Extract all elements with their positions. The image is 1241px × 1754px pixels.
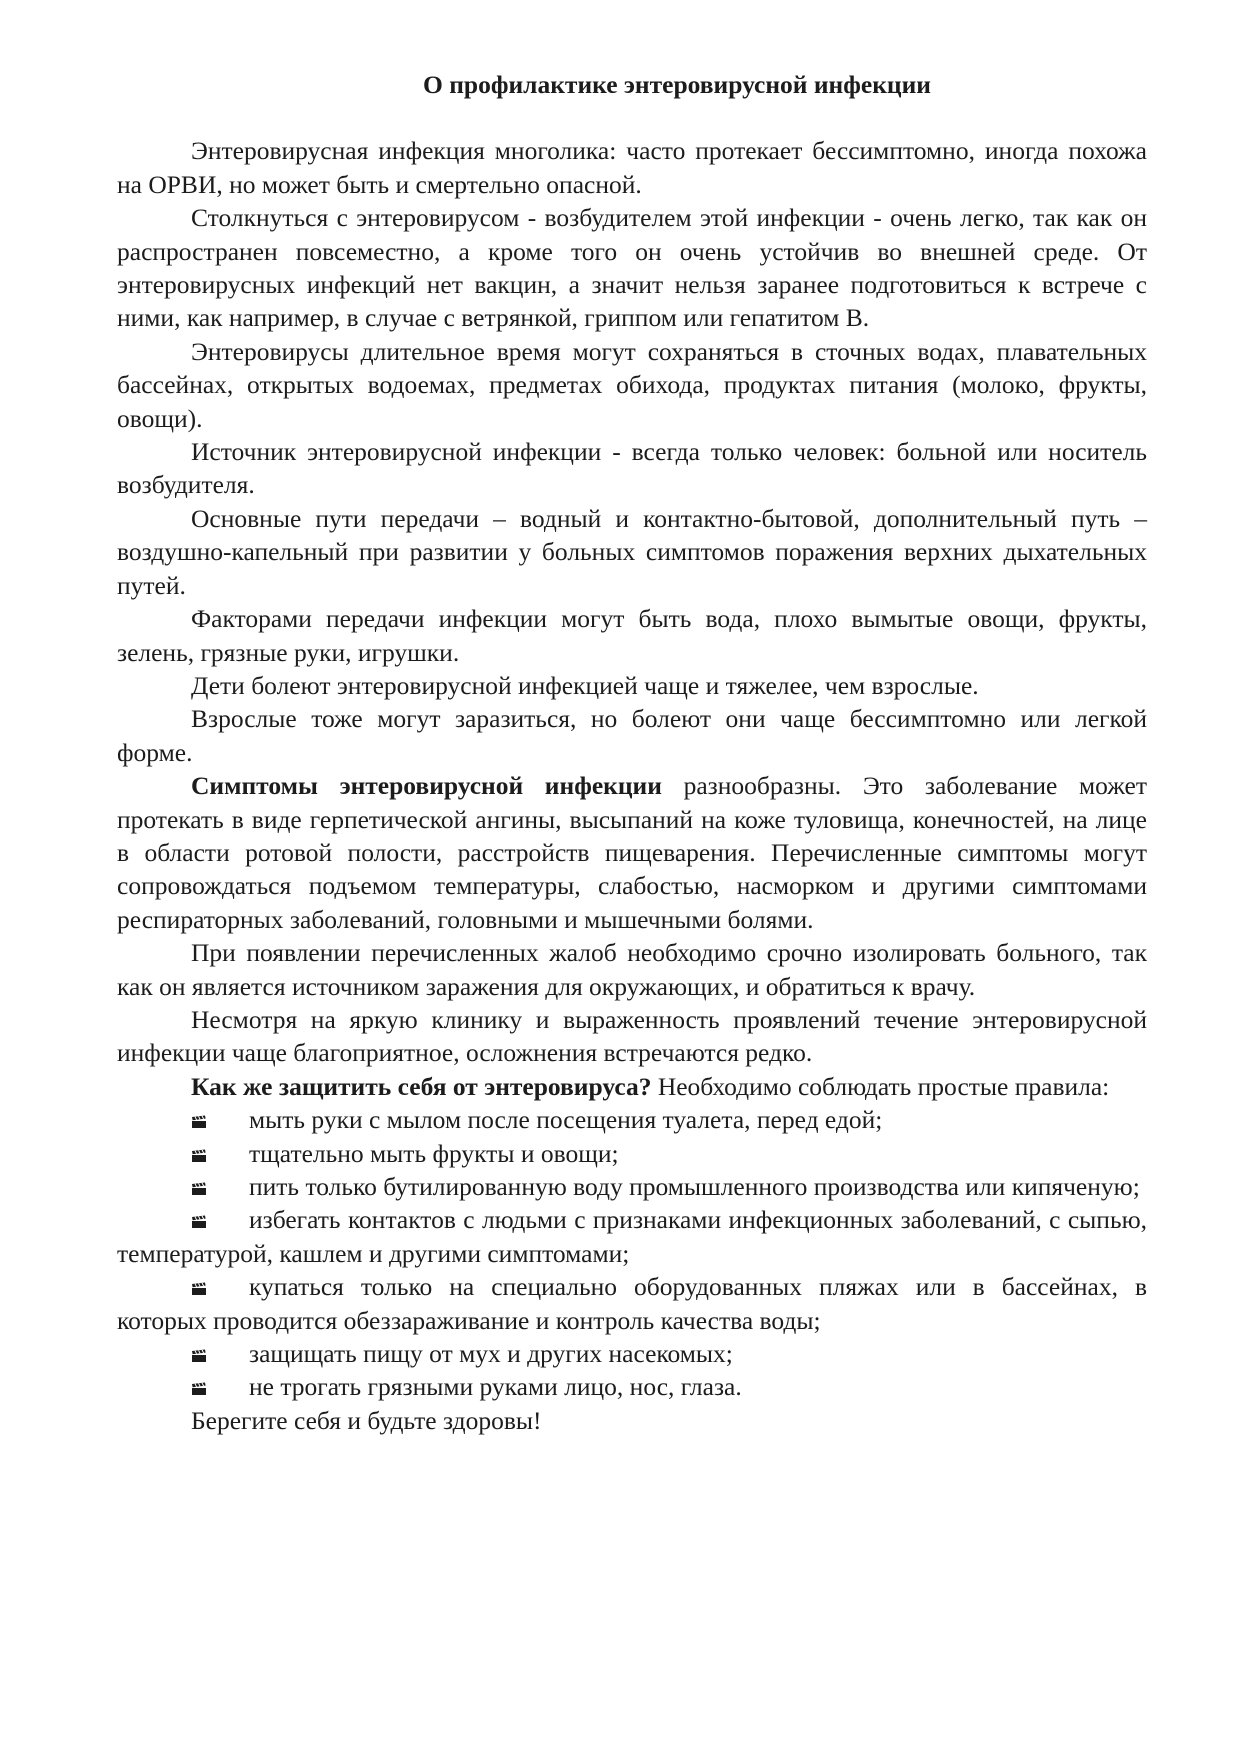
paragraph-text: Столкнуться с энтеровирусом - возбудителем этой инфекции - очень легко, так как он распространен повсеместно, а кроме того он очень устойчив во внешней среде. От энтеровирусных инфекций нет вакцин, а значит нельзя заранее подготовиться к встрече с ними, как например, в случае с ветрянкой, гриппом или гепатитом В. [117, 203, 1147, 333]
clapperboard-icon [191, 1382, 207, 1396]
paragraph-text: Источник энтеровирусной инфекции - всегда только человек: больной или носитель возбудителя. [117, 437, 1147, 500]
paragraph-bold-lead: Симптомы энтеровирусной инфекции [191, 771, 662, 801]
list-item [117, 1137, 1147, 1170]
clapperboard-icon [191, 1149, 207, 1163]
list-item-text: пить только бутилированную воду промышленного производства или кипяченую; [249, 1172, 1140, 1201]
paragraph-prevention [117, 1070, 1147, 1103]
document-page [117, 68, 1147, 1437]
paragraph-bold-lead: Как же защитить себя от энтеровируса? [191, 1071, 652, 1101]
list-item-text: тщательно мыть фрукты и овощи; [249, 1138, 619, 1168]
paragraph-transmission [117, 502, 1147, 602]
paragraph-text: Несмотря на яркую клинику и выраженность проявлений течение энтеровирусной инфекции чаще благоприятное, осложнения встречаются редко. [117, 1004, 1147, 1068]
closing-line [117, 1404, 1147, 1437]
paragraph-text: Необходимо соблюдать простые правила: [651, 1071, 1110, 1101]
list-item [117, 1370, 1147, 1403]
list-item-text: мыть руки с мылом после посещения туалета, перед едой; [249, 1105, 883, 1135]
paragraph-text: разнообразны. Это заболевание может протекать в виде герпетической ангины, высыпаний на коже туловища, конечностей, на лице в области ротовой полости, расстройств пищеварения. Перечисленные симптомы могут сопровождаться подъемом температуры, слабостью, насморком и другими симптомами респираторных заболеваний, головными и мышечными болями. [117, 771, 1147, 934]
paragraph-source [117, 435, 1147, 502]
paragraph-exposure [117, 201, 1147, 335]
paragraph-factors [117, 602, 1147, 669]
document-title: О профилактике энтеровирусной инфекции [423, 70, 931, 99]
paragraph-text: Энтеровирусы длительное время могут сохраняться в сточных водах, плавательных бассейнах, открытых водоемах, предметах обихода, продуктах питания (молоко, фрукты, овощи). [117, 336, 1147, 433]
paragraph-prognosis [117, 1003, 1147, 1070]
list-item-text: купаться только на специально оборудованных пляжах или в бассейнах, в которых проводится обеззараживание и контроль качества воды; [117, 1272, 1147, 1335]
paragraph-intro [117, 134, 1147, 201]
paragraph-text: При появлении перечисленных жалоб необходимо срочно изолировать больного, так как он является источником заражения для окружающих, и обратиться к врачу. [117, 938, 1147, 1001]
closing-text: Берегите себя и будьте здоровы! [191, 1405, 542, 1435]
paragraph-symptoms [117, 769, 1147, 936]
list-item [117, 1170, 1147, 1203]
clapperboard-icon [191, 1349, 207, 1363]
paragraph-isolation [117, 936, 1147, 1003]
paragraph-persistence [117, 335, 1147, 435]
paragraph-text: Энтеровирусная инфекция многолика: часто протекает бессимптомно, иногда похожа на ОРВИ, но может быть и смертельно опасной. [117, 136, 1147, 199]
paragraph-text: Основные пути передачи – водный и контактно-бытовой, дополнительный путь – воздушно-капельный при развитии у больных симптомов поражения верхних дыхательных путей. [117, 503, 1147, 600]
paragraph-text: Дети болеют энтеровирусной инфекцией чаще и тяжелее, чем взрослые. [191, 670, 979, 700]
list-item-text: избегать контактов с людьми с признаками инфекционных заболеваний, с сыпью, температурой, кашлем и другими симптомами; [117, 1205, 1147, 1268]
paragraph-text: Факторами передачи инфекции могут быть вода, плохо вымытые овощи, фрукты, зелень, грязные руки, игрушки. [117, 604, 1147, 667]
list-item [117, 1337, 1147, 1370]
rules-list [117, 1103, 1147, 1404]
paragraph-adults [117, 702, 1147, 769]
clapperboard-icon [191, 1182, 207, 1196]
paragraph-children [117, 669, 1147, 702]
paragraph-text: Взрослые тоже могут заразиться, но болеют они чаще бессимптомно или легкой форме. [117, 704, 1147, 767]
list-item-text: не трогать грязными руками лицо, нос, глаза. [249, 1372, 742, 1402]
list-item [117, 1270, 1147, 1337]
list-item-text: защищать пищу от мух и других насекомых; [249, 1339, 733, 1369]
clapperboard-icon [191, 1215, 207, 1229]
clapperboard-icon [191, 1282, 207, 1296]
list-item [117, 1103, 1147, 1136]
list-item [117, 1203, 1147, 1270]
clapperboard-icon [191, 1115, 207, 1129]
